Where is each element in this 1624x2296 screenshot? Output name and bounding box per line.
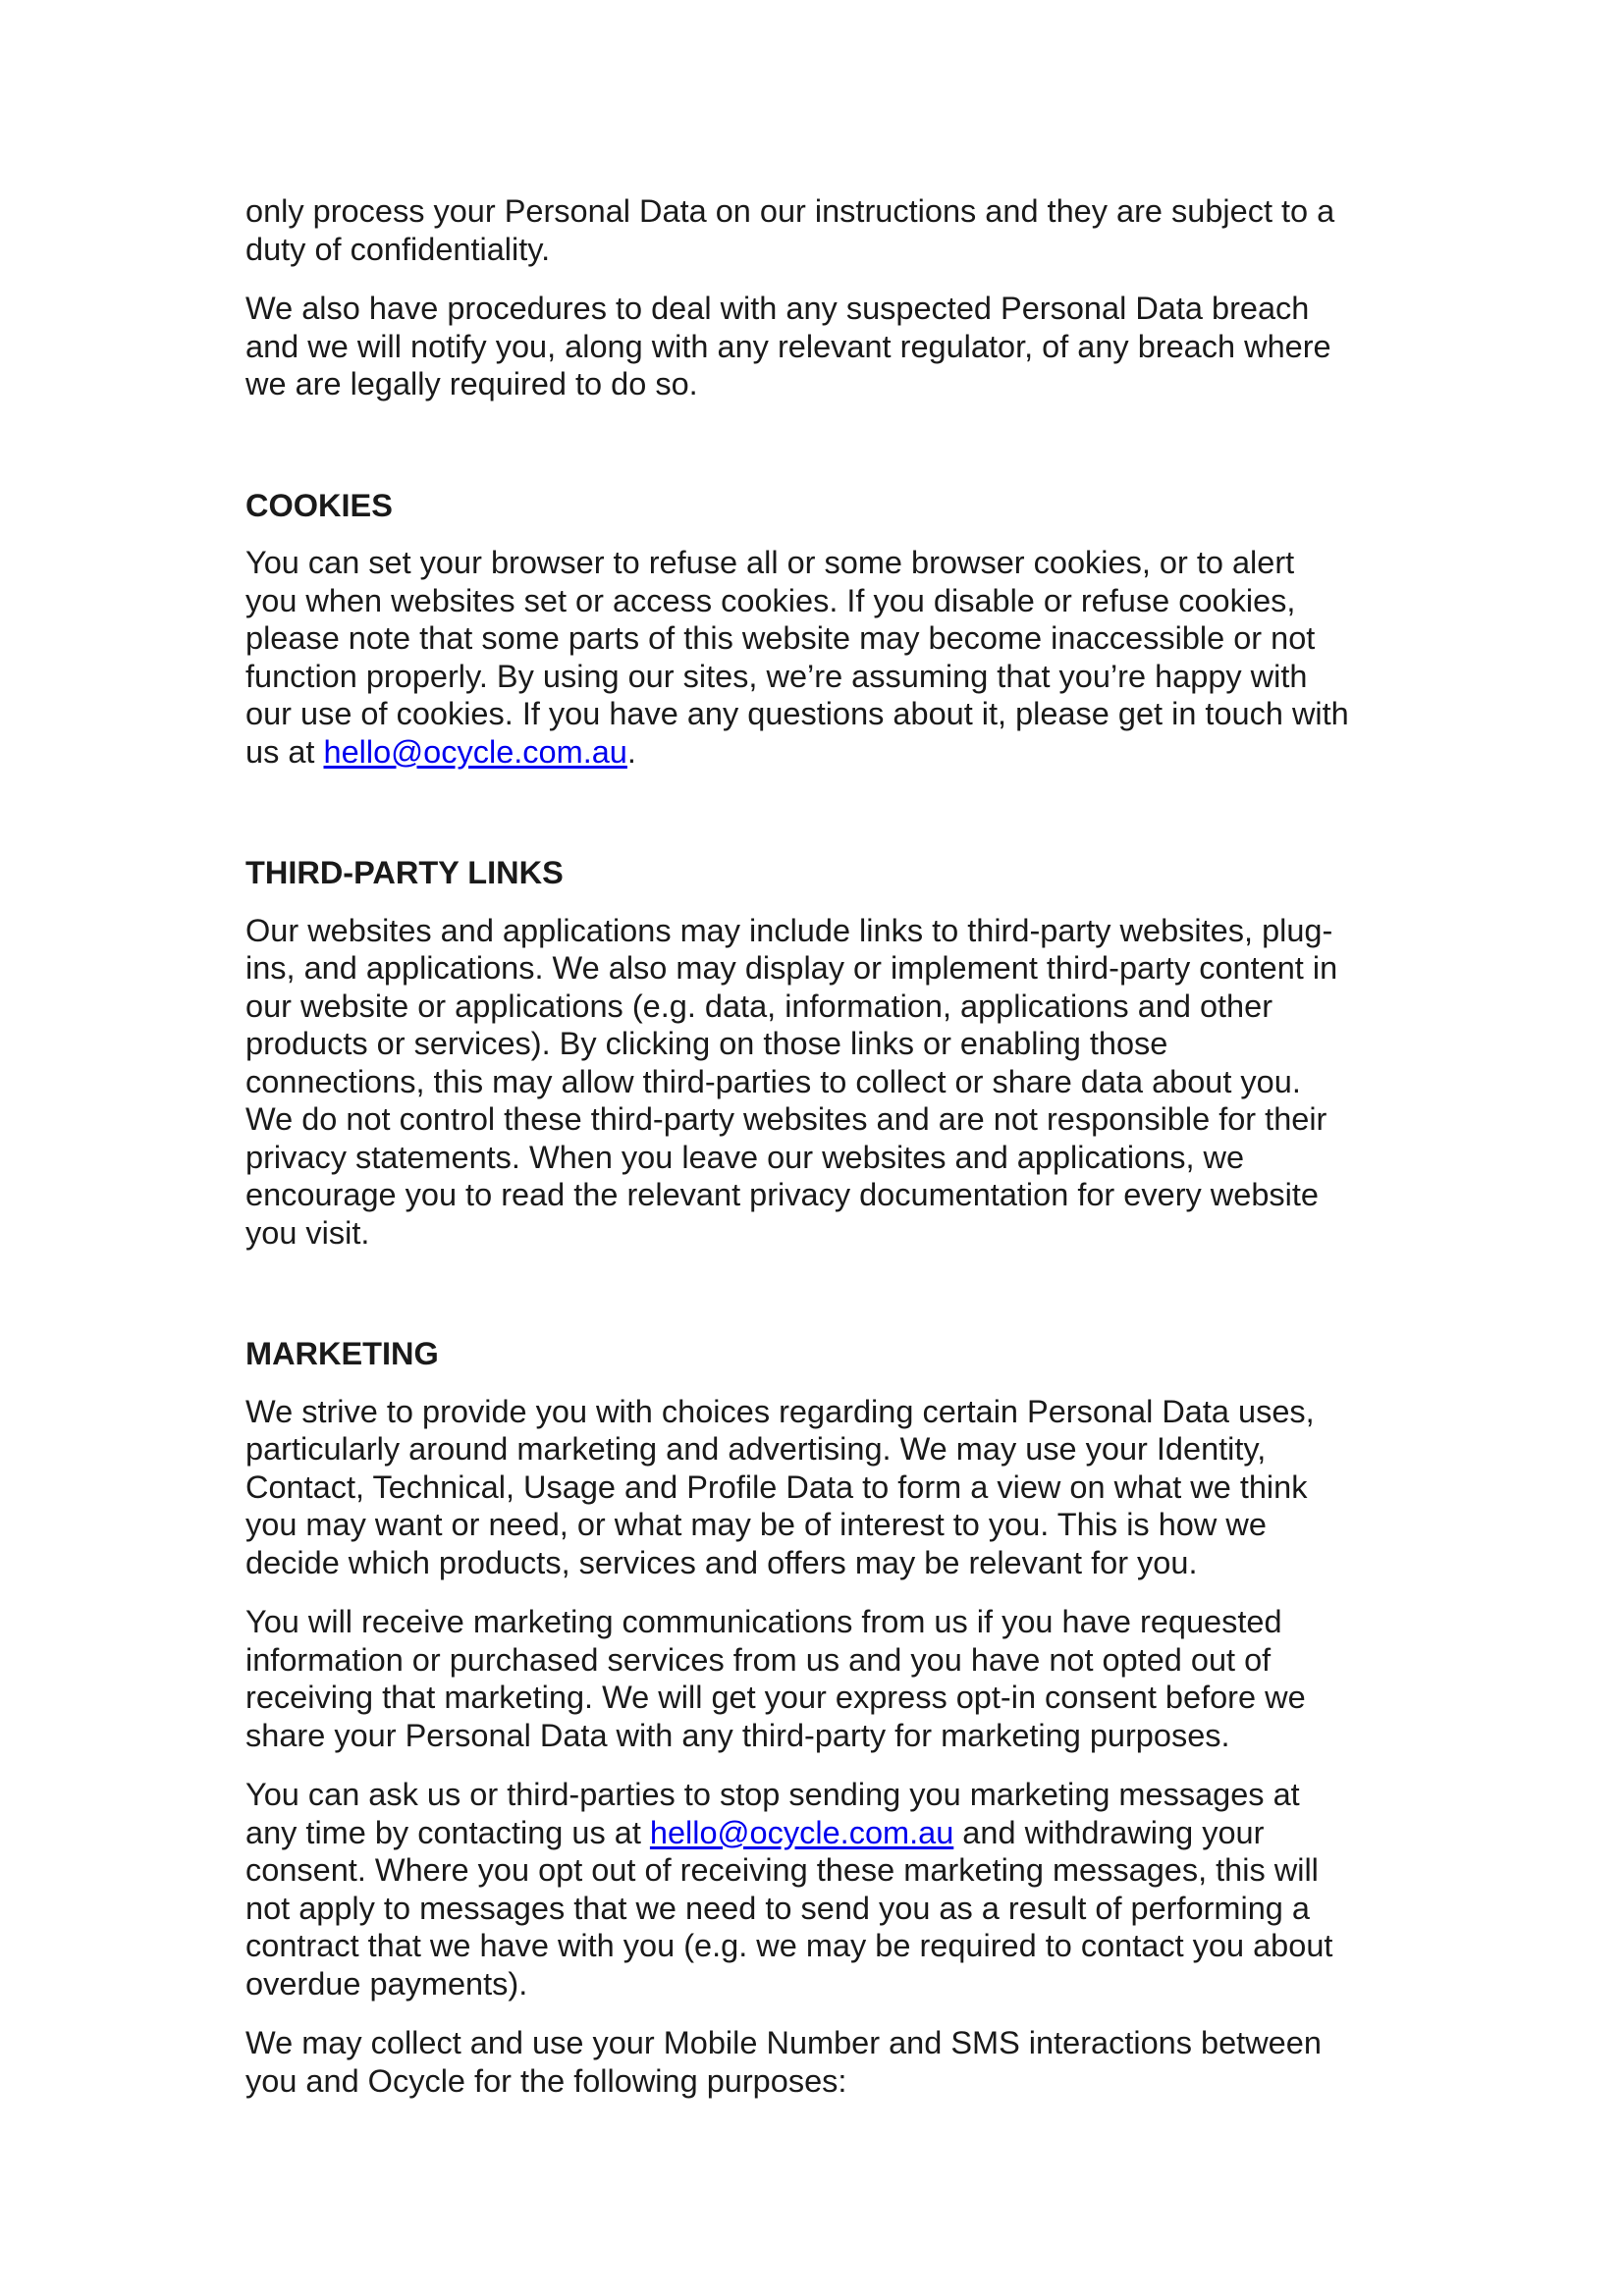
intro-paragraph-2: We also have procedures to deal with any suspected Personal Data breach and we will notify you, along with any relevant regulator, of any breach where we are legally required to do so. [245,291,1331,401]
marketing-paragraph-4: We may collect and use your Mobile Number and SMS interactions between you and Ocycle for the following purposes: [245,2025,1322,2099]
cookies-text-before: You can set your browser to refuse all or some browser cookies, or to alert you when websites set or access cookies. If you disable or refuse cookies, please note that some parts of this website may become inaccessible or not function properly. By using our sites, we’re assuming that you’re happy with our use of cookies. If you have any questions about it, please get in touch with us at [245,545,1349,770]
marketing-text-before: You can ask us or third-parties to stop sending you marketing messages at any time by contacting us at [245,1777,1300,1850]
document-page [245,192,1394,2121]
marketing-email-link[interactable]: hello@ocycle.com.au [649,1814,954,1850]
marketing-heading: MARKETING [245,1336,439,1371]
cookies-email-link[interactable]: hello@ocycle.com.au [323,733,627,770]
third-party-links-paragraph: Our websites and applications may include links to third-party websites, plug- ins, and applications. We also may display or implement third-party content in our website or applications (e.g. data, information, applications and other products or services). By clicking on those links or enabling those connections, this may allow third-parties to collect or share data about you. We do not control these third-party websites and are not responsible for their privacy statements. When you leave our websites and applications, we encourage you to read the relevant privacy documentation for every website you visit. [245,912,1338,1251]
third-party-links-heading: THIRD-PARTY LINKS [245,855,564,890]
cookies-paragraph [245,544,1394,771]
cookies-heading: COOKIES [245,487,393,523]
marketing-text-after: and withdrawing your consent. Where you opt out of receiving these marketing messages, this will not apply to messages that we need to send you as a result of performing a contract that we have with you (e.g. we may be required to contact you about overdue payments). [245,1814,1333,2002]
intro-paragraph-1: only process your Personal Data on our instructions and they are subject to a duty of confidentiality. [245,193,1335,267]
marketing-paragraph-3 [245,1776,1394,2002]
marketing-paragraph-2: You will receive marketing communications from us if you have requested information or purchased services from us and you have not opted out of receiving that marketing. We will get your express opt-in consent before we share your Personal Data with any third-party for marketing purposes. [245,1604,1306,1753]
cookies-text-after: . [626,733,636,770]
marketing-paragraph-1: We strive to provide you with choices regarding certain Personal Data uses, particularly around marketing and advertising. We may use your Identity, Contact, Technical, Usage and Profile Data to form a view on what we think you may want or need, or what may be of interest to you. This is how we decide which products, services and offers may be relevant for you. [245,1393,1315,1580]
